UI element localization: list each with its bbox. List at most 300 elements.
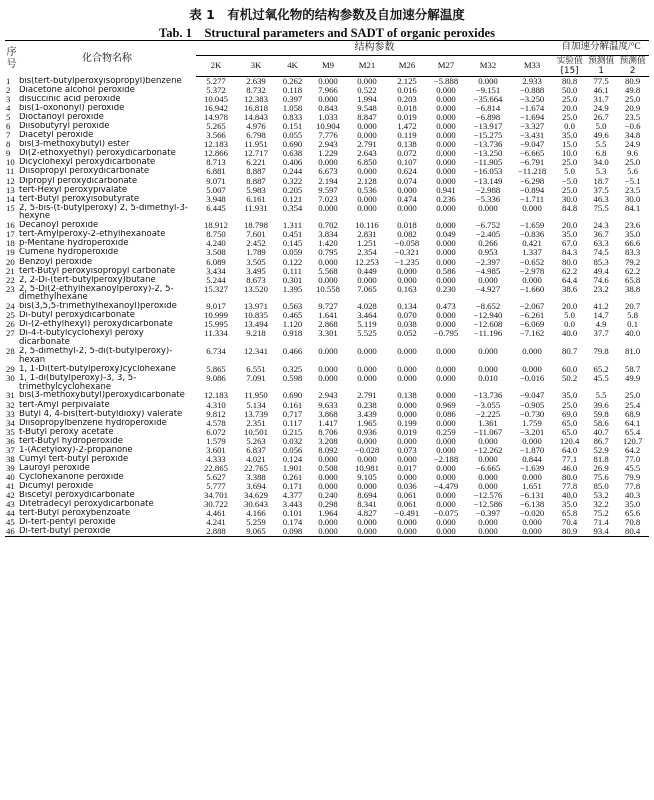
value-cell: 3.464: [357, 311, 377, 321]
value-cell: 83.3: [624, 248, 641, 258]
value-cell: 4.976: [246, 122, 266, 132]
value-cell: 6.881: [206, 167, 226, 177]
value-cell: 49.9: [624, 373, 641, 383]
value-cell: 0.354: [282, 203, 303, 213]
value-cell: 12.717: [244, 149, 268, 159]
value-cell: 0.000: [522, 347, 542, 357]
value-cell: −2.978: [519, 266, 545, 276]
compound-name: Diacetone alcohol peroxide: [19, 86, 135, 96]
table-row: [5, 258, 649, 267]
table-row: [5, 285, 649, 303]
compound-name: Dipropyl peroxydicarbonate: [19, 176, 138, 186]
value-cell: −2.397: [475, 257, 501, 267]
table-row: [5, 365, 649, 374]
value-cell: 46.0: [561, 463, 578, 473]
value-cell: 0.000: [357, 275, 377, 285]
value-cell: −6.898: [475, 113, 501, 123]
value-cell: 71.4: [593, 518, 609, 528]
value-cell: 7.601: [246, 230, 266, 240]
value-cell: 8.887: [246, 176, 266, 186]
value-cell: 3.505: [246, 257, 266, 267]
value-cell: 13.494: [244, 320, 268, 330]
value-cell: 12.341: [244, 347, 268, 357]
value-cell: 0.953: [478, 248, 498, 258]
value-cell: 80.0: [561, 472, 578, 482]
row-number: 9: [6, 149, 11, 159]
table-row: [5, 77, 649, 87]
value-cell: 0.161: [282, 400, 303, 410]
value-cell: 6.837: [246, 445, 266, 455]
value-cell: 10.835: [244, 311, 268, 321]
value-cell: 0.000: [436, 158, 456, 168]
value-cell: 3.948: [206, 194, 226, 204]
value-cell: 3.208: [318, 436, 338, 446]
value-cell: 0.000: [436, 472, 456, 482]
value-cell: 0.536: [357, 185, 377, 195]
compound-name: 2, 2-Di-(tert-butylperoxy)butane: [19, 275, 156, 285]
value-cell: 2.354: [357, 248, 377, 258]
value-cell: 0.151: [282, 122, 303, 132]
value-cell: 0.936: [357, 427, 377, 437]
value-cell: 0.000: [357, 518, 377, 528]
value-cell: −4.985: [475, 266, 501, 276]
value-cell: 38.6: [561, 284, 578, 294]
value-cell: 6.551: [246, 364, 266, 374]
value-cell: −13.149: [473, 176, 503, 186]
value-cell: 0.000: [318, 158, 338, 168]
value-cell: 63.3: [593, 239, 609, 249]
value-cell: −0.491: [394, 509, 420, 519]
value-cell: 49.8: [624, 86, 641, 96]
value-cell: 0.098: [276, 527, 309, 537]
value-cell: 50.0: [561, 86, 578, 96]
value-cell: 74.5: [593, 248, 609, 258]
table-row: [5, 491, 649, 500]
value-cell: 81.0: [624, 347, 641, 357]
value-cell: −0.836: [519, 230, 545, 240]
value-cell: 0.261: [282, 472, 303, 482]
table-row: [5, 329, 649, 347]
value-cell: 80.7: [561, 347, 578, 357]
value-cell: 0.000: [478, 203, 498, 213]
value-cell: −7.162: [519, 329, 545, 339]
value-cell: 12.383: [244, 95, 268, 105]
value-cell: −6.814: [475, 104, 501, 114]
table-row: [5, 267, 649, 276]
compound-name: tert-Butyl peroxybenzoate: [19, 509, 131, 519]
value-cell: 3.508: [206, 248, 226, 258]
value-cell: 0.000: [436, 104, 456, 114]
header-param-3k: 3K: [236, 56, 276, 77]
row-number: 37: [6, 445, 15, 455]
table-row: [5, 518, 649, 527]
value-cell: 0.000: [522, 518, 542, 528]
value-cell: 0.000: [478, 481, 498, 491]
value-cell: −2.405: [475, 230, 501, 240]
value-cell: 65.8: [561, 509, 578, 519]
row-number: 36: [6, 436, 15, 446]
value-cell: 4.028: [357, 302, 377, 312]
value-cell: 120.7: [622, 436, 643, 446]
compound-name: tert-Hexyl peroxypivalate: [19, 185, 128, 195]
table-row: [5, 320, 649, 329]
value-cell: 34.0: [593, 158, 609, 168]
value-cell: 20.0: [561, 302, 578, 312]
value-cell: 10.904: [316, 122, 340, 132]
value-cell: 5.244: [206, 275, 226, 285]
value-cell: −12.940: [473, 311, 503, 321]
value-cell: −6.261: [519, 311, 545, 321]
value-cell: 18.798: [244, 221, 268, 231]
value-cell: 4.827: [357, 509, 377, 519]
value-cell: 0.000: [427, 527, 465, 537]
value-cell: 85.3: [593, 257, 609, 267]
value-cell: 0.000: [478, 472, 498, 482]
value-cell: 4.310: [206, 400, 226, 410]
table-row: [5, 221, 649, 230]
value-cell: 40.0: [624, 329, 641, 339]
value-cell: 46.1: [593, 86, 609, 96]
table-title-cn: 表 1 有机过氧化物的结构参数及自加速分解温度: [189, 7, 465, 22]
value-cell: −5.1: [624, 176, 641, 186]
value-cell: 0.000: [511, 527, 553, 537]
value-cell: 80.9: [624, 76, 641, 86]
value-cell: 0.000: [436, 364, 456, 374]
value-cell: 1.789: [246, 248, 266, 258]
value-cell: 30.722: [204, 500, 228, 510]
value-cell: −6.298: [519, 176, 545, 186]
value-cell: 0.000: [318, 203, 338, 213]
value-cell: 2.128: [357, 176, 377, 186]
value-cell: −3.431: [519, 131, 545, 141]
value-cell: 84.1: [624, 203, 641, 213]
value-cell: 25.4: [624, 400, 641, 410]
header-sadt-pred1: 预测值 1: [588, 56, 615, 76]
value-cell: −8.652: [475, 302, 501, 312]
row-number: 7: [6, 131, 11, 141]
value-cell: 10.116: [355, 221, 379, 231]
compound-name: Di-4-t-butylcyclohexyl peroxy dicarbonate: [19, 329, 144, 348]
value-cell: 9.065: [236, 527, 276, 537]
value-cell: 0.000: [436, 149, 456, 159]
value-cell: 0.205: [282, 185, 303, 195]
value-cell: 0.000: [436, 239, 456, 249]
row-number: 33: [6, 409, 15, 419]
value-cell: −0.905: [519, 400, 545, 410]
value-cell: 0.690: [282, 391, 303, 401]
table-row: [5, 177, 649, 186]
value-cell: 0.134: [397, 302, 417, 312]
value-cell: 23.6: [624, 221, 641, 231]
value-cell: 5.0: [595, 122, 607, 132]
value-cell: 5.568: [318, 266, 338, 276]
value-cell: 0.466: [282, 347, 303, 357]
table-row: [5, 95, 649, 104]
value-cell: −5.888: [433, 76, 459, 86]
compound-name: t-Butyl peroxy acetate: [19, 427, 114, 437]
value-cell: 79.9: [624, 472, 641, 482]
value-cell: 0.833: [282, 113, 303, 123]
value-cell: 0.598: [282, 373, 303, 383]
value-cell: 1.651: [522, 481, 542, 491]
value-cell: 0.000: [436, 391, 456, 401]
row-number: 31: [6, 391, 15, 401]
row-number: 20: [6, 257, 15, 267]
value-cell: 13.739: [244, 409, 268, 419]
row-number: 34: [6, 418, 15, 428]
value-cell: 0.049: [436, 230, 456, 240]
value-cell: 0.061: [397, 490, 417, 500]
value-cell: 85.0: [593, 481, 609, 491]
value-cell: 0.000: [309, 527, 347, 537]
value-cell: 0.000: [318, 454, 338, 464]
value-cell: 10.558: [316, 284, 340, 294]
value-cell: 1.901: [282, 463, 303, 473]
value-cell: 9.727: [318, 302, 338, 312]
value-cell: 11.334: [204, 329, 228, 339]
value-cell: 5.525: [357, 329, 377, 339]
value-cell: 26.7: [593, 113, 609, 123]
value-cell: 6.850: [357, 158, 377, 168]
value-cell: 12.866: [204, 149, 228, 159]
value-cell: 0.474: [397, 194, 417, 204]
value-cell: 62.2: [561, 266, 578, 276]
value-cell: 34.8: [624, 131, 641, 141]
value-cell: −0.6: [624, 122, 641, 132]
value-cell: 35.0: [561, 131, 578, 141]
table-row: [5, 86, 649, 95]
value-cell: 14.978: [204, 113, 228, 123]
value-cell: 0.236: [436, 194, 456, 204]
value-cell: 75.6: [593, 472, 609, 482]
value-cell: −6.791: [519, 158, 545, 168]
value-cell: 30.0: [561, 194, 578, 204]
value-cell: 75.2: [593, 509, 609, 519]
value-cell: 0.000: [318, 347, 338, 357]
value-cell: 77.0: [624, 454, 641, 464]
value-cell: 11.931: [244, 203, 268, 213]
value-cell: 12.253: [355, 257, 379, 267]
value-cell: 22.865: [204, 463, 228, 473]
value-cell: −13.736: [473, 140, 503, 150]
value-cell: 0.000: [397, 518, 417, 528]
value-cell: 15.0: [561, 140, 578, 150]
value-cell: −11.196: [473, 329, 503, 339]
value-cell: 25.0: [624, 391, 641, 401]
table-row: [5, 464, 649, 473]
table-body: [5, 77, 649, 537]
value-cell: 0.918: [282, 329, 303, 339]
value-cell: 2.643: [357, 149, 377, 159]
table-title-en: Tab. 1 Structural parameters and SADT of organic peroxides: [159, 26, 495, 40]
compound-name: bis(3,5,5-trimethylhexanoyl)peroxide: [19, 302, 177, 312]
value-cell: 1.311: [282, 221, 303, 231]
value-cell: −2.988: [475, 185, 501, 195]
row-number: 38: [6, 454, 15, 464]
value-cell: 0.086: [436, 409, 456, 419]
value-cell: 0.032: [282, 436, 303, 446]
row-number: 22: [6, 275, 15, 285]
value-cell: −11.218: [517, 167, 547, 177]
value-cell: 34.629: [244, 490, 268, 500]
value-cell: 25.0: [624, 158, 641, 168]
compound-name: Diisopropyl peroxydicarbonate: [19, 167, 150, 177]
value-cell: 10.501: [244, 427, 268, 437]
value-cell: 14.7: [593, 311, 609, 321]
value-cell: 0.074: [397, 176, 417, 186]
table-row: [5, 122, 649, 131]
value-cell: 1.120: [282, 320, 303, 330]
value-cell: 25.0: [561, 185, 578, 195]
table-row: [5, 391, 649, 400]
value-cell: 0.262: [282, 76, 303, 86]
compound-name: bis(1-oxononyl) peroxide: [19, 104, 125, 114]
value-cell: 81.8: [593, 454, 609, 464]
table-row: [5, 374, 649, 392]
value-cell: 0.969: [436, 400, 456, 410]
value-cell: 0.215: [282, 427, 303, 437]
value-cell: 0.000: [522, 275, 542, 285]
value-cell: 0.000: [436, 347, 456, 357]
value-cell: 0.052: [397, 329, 417, 339]
value-cell: 5.372: [206, 86, 226, 96]
value-cell: −9.047: [519, 391, 545, 401]
compound-name: bis(tert-butylperoxyisopropyl)benzene: [19, 76, 182, 86]
value-cell: −5.336: [475, 194, 501, 204]
value-cell: 0.000: [397, 373, 417, 383]
value-cell: 2.639: [246, 76, 266, 86]
value-cell: 65.8: [624, 275, 641, 285]
row-number: 11: [6, 167, 15, 177]
value-cell: 1.759: [522, 418, 542, 428]
value-cell: 2.194: [318, 176, 338, 186]
compound-name: Diisopropylbenzene hydroperoxide: [19, 418, 167, 428]
value-cell: 0.000: [436, 463, 456, 473]
table-row: [5, 131, 649, 140]
header-param-2k: 2K: [196, 56, 236, 77]
value-cell: 0.199: [397, 418, 417, 428]
value-cell: 0.019: [397, 427, 417, 437]
value-cell: 0.000: [478, 76, 498, 86]
value-cell: 0.107: [397, 158, 417, 168]
table-row: [5, 509, 649, 518]
value-cell: −5.0: [561, 176, 578, 186]
compound-name: Di-tert-butyl peroxide: [18, 527, 196, 537]
table-row: [5, 428, 649, 437]
value-cell: 3.439: [357, 409, 377, 419]
value-cell: 6.221: [246, 158, 266, 168]
table-row: [5, 239, 649, 248]
value-cell: −1.639: [519, 463, 545, 473]
value-cell: −0.075: [433, 509, 459, 519]
value-cell: 41.2: [593, 302, 609, 312]
value-cell: 1.361: [478, 418, 498, 428]
compound-name: bis(3-methoxybutyl) ester: [19, 140, 130, 150]
value-cell: 0.000: [478, 275, 498, 285]
value-cell: 0.203: [397, 95, 417, 105]
value-cell: 1.058: [282, 104, 303, 114]
value-cell: 0.138: [397, 391, 417, 401]
value-cell: 52.9: [593, 445, 609, 455]
value-cell: 4.333: [206, 454, 226, 464]
value-cell: 30.643: [244, 500, 268, 510]
table-row: [5, 158, 649, 167]
compound-name: Di(2-ethoxyethyl) peroxydicarbonate: [19, 149, 176, 159]
value-cell: 0.473: [436, 302, 456, 312]
row-number: 43: [6, 500, 15, 510]
value-cell: 62.2: [624, 266, 641, 276]
value-cell: 11.951: [244, 140, 268, 150]
table-row: [5, 186, 649, 195]
compound-name: 1-(Acetyloxy)-2-propanone: [19, 445, 133, 455]
value-cell: −0.058: [394, 239, 420, 249]
value-cell: 11.950: [244, 391, 268, 401]
header-param-m32: M32: [465, 56, 511, 77]
value-cell: 64.4: [561, 275, 578, 285]
value-cell: 0.000: [436, 95, 456, 105]
value-cell: 0.117: [282, 418, 303, 428]
value-cell: 0.000: [397, 275, 417, 285]
value-cell: 80.0: [561, 257, 578, 267]
value-cell: −12.586: [473, 500, 503, 510]
value-cell: 0.171: [282, 481, 303, 491]
table-row: [5, 473, 649, 482]
value-cell: 0.122: [282, 257, 303, 267]
value-cell: 2.933: [522, 76, 542, 86]
value-cell: 0.000: [436, 122, 456, 132]
value-cell: 0.000: [397, 400, 417, 410]
value-cell: 45.5: [624, 463, 641, 473]
row-number: 14: [6, 194, 15, 204]
value-cell: 0.451: [282, 230, 303, 240]
value-cell: 1.229: [318, 149, 338, 159]
compound-name: p-Mentane hydroperoxide: [19, 239, 129, 249]
row-number: 44: [6, 509, 15, 519]
value-cell: 0.000: [436, 257, 456, 267]
value-cell: 10.981: [355, 463, 379, 473]
value-cell: 18.912: [204, 221, 228, 231]
value-cell: −1.659: [519, 221, 545, 231]
value-cell: −0.652: [519, 257, 545, 267]
value-cell: 0.000: [357, 364, 377, 374]
value-cell: 0.000: [357, 203, 377, 213]
value-cell: −0.894: [519, 185, 545, 195]
compound-name: Decanoyl peroxide: [19, 221, 99, 231]
value-cell: 0.000: [357, 194, 377, 204]
value-cell: −4.927: [475, 284, 501, 294]
value-cell: 8.732: [246, 86, 266, 96]
value-cell: −6.665: [519, 149, 545, 159]
value-cell: 5.777: [206, 481, 226, 491]
value-cell: 3.694: [246, 481, 266, 491]
value-cell: 77.5: [593, 76, 609, 86]
value-cell: 0.061: [397, 500, 417, 510]
value-cell: −9.047: [519, 140, 545, 150]
value-cell: 3.388: [246, 472, 266, 482]
value-cell: 0.702: [318, 221, 338, 231]
value-cell: 0.259: [436, 427, 456, 437]
value-cell: 77.8: [624, 481, 641, 491]
value-cell: −9.151: [475, 86, 501, 96]
value-cell: 0.000: [436, 86, 456, 96]
value-cell: 0.073: [397, 445, 417, 455]
value-cell: 0.000: [318, 373, 338, 383]
value-cell: 70.8: [624, 518, 641, 528]
table-row: [5, 140, 649, 149]
compound-name: tert-Butyl hydroperoxide: [19, 436, 124, 446]
value-cell: 0.000: [436, 203, 456, 213]
value-cell: 0.465: [282, 311, 303, 321]
